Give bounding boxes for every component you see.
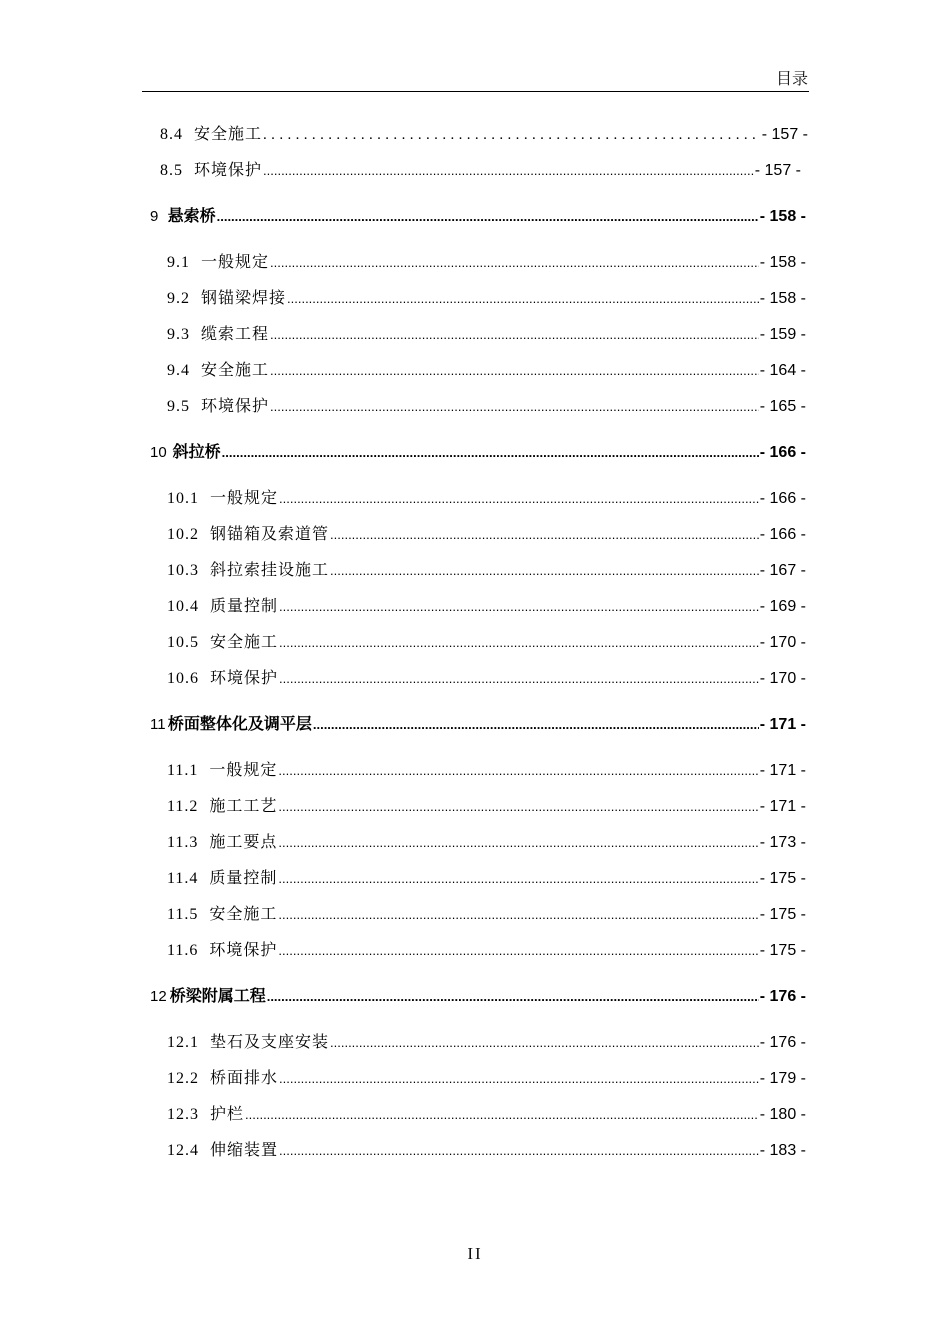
page-number: II (467, 1244, 483, 1263)
toc-entry-page: - 166 - (759, 490, 806, 507)
toc-entry-number: 11.6 (167, 942, 199, 959)
toc-leader-dots (270, 399, 759, 414)
header-rule (142, 91, 809, 92)
toc-chapter-12[interactable] (150, 983, 806, 1007)
toc-entry-number: 10.4 (167, 598, 199, 615)
toc-chapter-9[interactable] (150, 203, 806, 227)
toc-entry-title: 钢锚箱及索道管 (210, 524, 330, 543)
toc-leader-dots (278, 907, 758, 922)
toc-entry-page: - 159 - (759, 326, 806, 343)
toc-entry-11-1[interactable] (167, 757, 806, 781)
toc-leader-dots (279, 635, 759, 650)
toc-leader-dots (330, 563, 759, 578)
toc-entry-page: - 175 - (759, 870, 806, 887)
toc-entry-title: 斜拉索挂设施工 (210, 560, 330, 579)
toc-entry-page: - 180 - (759, 1106, 806, 1123)
toc-leader-dots (217, 209, 759, 224)
toc-leader-dots (278, 763, 758, 778)
toc-entry-10-4[interactable] (167, 593, 806, 617)
toc-leader-dots (270, 255, 759, 270)
toc-chapter-number: 12 (150, 988, 167, 1005)
toc-leader-dots (278, 943, 758, 958)
toc-entry-number: 10.3 (167, 562, 199, 579)
toc-entry-number: 8.4 (160, 126, 183, 143)
toc-entry-title: 安全施工 (201, 360, 270, 379)
toc-entry-11-6[interactable] (167, 937, 806, 961)
toc-entry-number: 12.3 (167, 1106, 199, 1123)
toc-entry-page: - 157 - (761, 126, 808, 143)
toc-entry-page: - 158 - (759, 254, 806, 271)
toc-entry-title: 质量控制 (210, 596, 279, 615)
toc-entry-number: 9.5 (167, 398, 190, 415)
toc-entry-title: 缆索工程 (201, 324, 270, 343)
toc-entry-number: 9.1 (167, 254, 190, 271)
running-header: 目录 (775, 69, 808, 88)
toc-chapter-page: - 176 - (759, 988, 806, 1005)
toc-chapter-title: 桥面整体化及调平层 (167, 714, 312, 733)
toc-entry-number: 12.1 (167, 1034, 199, 1051)
toc-entry-page: - 167 - (759, 562, 806, 579)
toc-leader-dots (245, 1107, 759, 1122)
toc-entry-title: 施工要点 (209, 832, 278, 851)
toc-leader-dots (270, 363, 759, 378)
toc-entry-page: - 166 - (759, 526, 806, 543)
toc-entry-11-2[interactable] (167, 793, 806, 817)
toc-entry-title: 护栏 (210, 1104, 245, 1123)
toc-leader-dots (279, 491, 759, 506)
toc-entry-page: - 183 - (759, 1142, 806, 1159)
toc-entry-number: 9.4 (167, 362, 190, 379)
toc-entry-page: - 157 - (754, 162, 801, 179)
toc-entry-title: 安全施工 (210, 632, 279, 651)
toc-entry-11-3[interactable] (167, 829, 806, 853)
toc-entry-page: - 175 - (759, 942, 806, 959)
toc-entry-12-4[interactable] (167, 1137, 806, 1161)
toc-entry-page: - 173 - (759, 834, 806, 851)
toc-entry-8-4[interactable] (160, 121, 808, 145)
toc-entry-title: 一般规定 (210, 488, 279, 507)
toc-entry-page: - 170 - (759, 670, 806, 687)
toc-entry-title: 桥面排水 (210, 1068, 279, 1087)
toc-leader-dots (263, 127, 761, 144)
toc-entry-page: - 164 - (759, 362, 806, 379)
toc-entry-title: 质量控制 (209, 868, 278, 887)
toc-leader-dots (222, 445, 759, 460)
toc-entry-page: - 158 - (759, 290, 806, 307)
toc-entry-10-3[interactable] (167, 557, 806, 581)
toc-entry-number: 12.2 (167, 1070, 199, 1087)
toc-entry-page: - 175 - (759, 906, 806, 923)
toc-entry-12-3[interactable] (167, 1101, 806, 1125)
toc-entry-title: 伸缩装置 (210, 1140, 279, 1159)
toc-entry-number: 10.1 (167, 490, 199, 507)
toc-entry-10-6[interactable] (167, 665, 806, 689)
toc-entry-9-1[interactable] (167, 249, 806, 273)
toc-entry-title: 环境保护 (201, 396, 270, 415)
toc-leader-dots (263, 163, 754, 178)
toc-chapter-10[interactable] (150, 439, 806, 463)
toc-entry-page: - 169 - (759, 598, 806, 615)
toc-entry-title: 环境保护 (209, 940, 278, 959)
toc-entry-number: 11.2 (167, 798, 199, 815)
toc-chapter-title: 悬索桥 (167, 206, 216, 225)
toc-entry-number: 11.4 (167, 870, 199, 887)
toc-chapter-page: - 166 - (759, 444, 806, 461)
toc-entry-number: 11.1 (167, 762, 199, 779)
toc-entry-10-1[interactable] (167, 485, 806, 509)
toc-leader-dots (287, 291, 759, 306)
toc-entry-page: - 170 - (759, 634, 806, 651)
toc-entry-number: 9.3 (167, 326, 190, 343)
toc-leader-dots (270, 327, 759, 342)
toc-entry-12-1[interactable] (167, 1029, 806, 1053)
toc-entry-9-5[interactable] (167, 393, 806, 417)
toc-chapter-number: 9 (150, 208, 159, 225)
toc-leader-dots (278, 799, 758, 814)
toc-leader-dots (278, 835, 758, 850)
toc-entry-title: 环境保护 (210, 668, 279, 687)
toc-entry-title: 垫石及支座安装 (210, 1032, 330, 1051)
toc-entry-page: - 165 - (759, 398, 806, 415)
toc-leader-dots (279, 599, 759, 614)
toc-chapter-page: - 171 - (759, 716, 806, 733)
toc-entry-9-3[interactable] (167, 321, 806, 345)
toc-entry-title: 安全施工 (194, 124, 263, 143)
toc-entry-title: 施工工艺 (209, 796, 278, 815)
toc-entry-9-2[interactable] (167, 285, 806, 309)
toc-entry-title: 一般规定 (209, 760, 278, 779)
toc-chapter-number: 10 (150, 444, 167, 461)
toc-entry-page: - 171 - (759, 762, 806, 779)
toc-chapter-11[interactable] (150, 711, 806, 735)
toc-leader-dots (279, 1071, 759, 1086)
toc-leader-dots (313, 717, 759, 732)
toc-entry-page: - 179 - (759, 1070, 806, 1087)
toc-chapter-title: 桥梁附属工程 (169, 986, 266, 1005)
toc-entry-11-5[interactable] (167, 901, 806, 925)
toc-chapter-page: - 158 - (759, 208, 806, 225)
toc-entry-12-2[interactable] (167, 1065, 806, 1089)
toc-entry-10-5[interactable] (167, 629, 806, 653)
toc-entry-page: - 176 - (759, 1034, 806, 1051)
toc-entry-number: 11.5 (167, 906, 199, 923)
toc-entry-title: 钢锚梁焊接 (201, 288, 287, 307)
toc-entry-number: 10.5 (167, 634, 199, 651)
toc-leader-dots (330, 1035, 759, 1050)
toc-entry-page: - 171 - (759, 798, 806, 815)
toc-entry-8-5[interactable] (160, 157, 801, 181)
toc-entry-11-4[interactable] (167, 865, 806, 889)
toc-entry-number: 12.4 (167, 1142, 199, 1159)
toc-entry-10-2[interactable] (167, 521, 806, 545)
toc-leader-dots (279, 1143, 759, 1158)
toc-leader-dots (279, 671, 759, 686)
toc-leader-dots (267, 989, 759, 1004)
toc-entry-number: 9.2 (167, 290, 190, 307)
toc-entry-number: 10.6 (167, 670, 199, 687)
toc-entry-number: 11.3 (167, 834, 199, 851)
toc-chapter-title: 斜拉桥 (172, 442, 221, 461)
toc-leader-dots (278, 871, 758, 886)
toc-entry-number: 10.2 (167, 526, 199, 543)
toc-chapter-number: 11 (150, 716, 166, 733)
toc-entry-title: 一般规定 (201, 252, 270, 271)
toc-entry-9-4[interactable] (167, 357, 806, 381)
toc-entry-title: 安全施工 (209, 904, 278, 923)
toc-entry-title: 环境保护 (194, 160, 263, 179)
toc-leader-dots (330, 527, 759, 542)
toc-entry-number: 8.5 (160, 162, 183, 179)
